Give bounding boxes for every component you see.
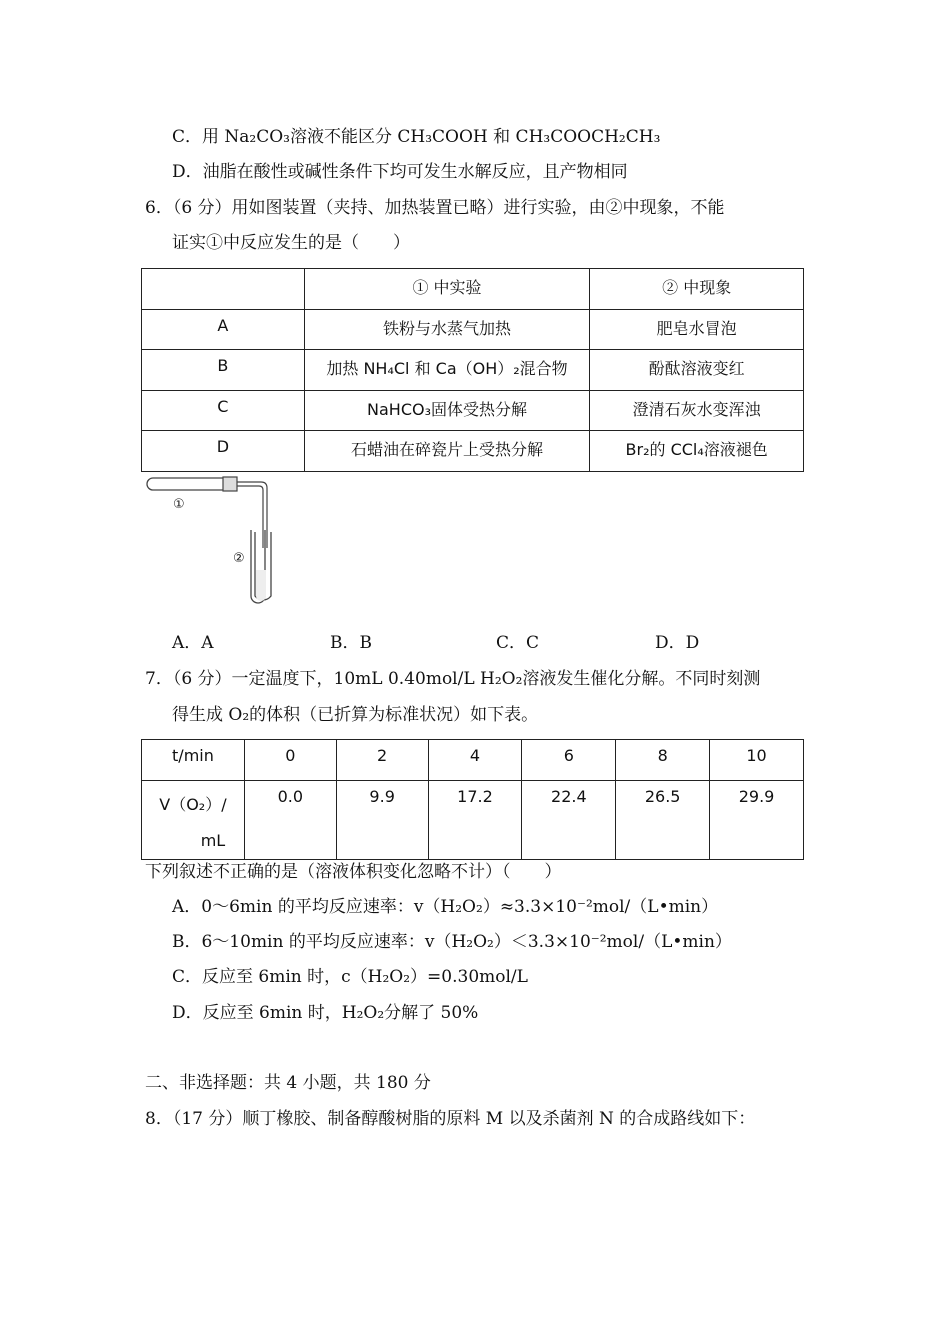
time-cell: 10 — [710, 740, 804, 781]
phenomenon-cell: Br₂的 CCl₄溶液褪色 — [590, 431, 804, 472]
volume-cell: 22.4 — [522, 781, 616, 860]
liquid — [256, 570, 266, 601]
table-header-row — [142, 269, 804, 310]
row-label: D — [142, 431, 305, 472]
row-label: A — [142, 309, 305, 350]
q6-stem-line1: 6．（6 分）用如图装置（夹持、加热装置已略）进行实验，由②中现象，不能 — [145, 198, 725, 218]
time-cell: 6 — [522, 740, 616, 781]
volume-cell: 9.9 — [336, 781, 428, 860]
volume-cell: 17.2 — [428, 781, 522, 860]
q6-stem-line2: 证实①中反应发生的是（ ） — [172, 233, 410, 253]
experiment-cell: 加热 NH₄Cl 和 Ca（OH）₂混合物 — [304, 350, 590, 391]
table-row — [142, 431, 804, 472]
phenomenon-cell: 肥皂水冒泡 — [590, 309, 804, 350]
table-row-volume — [142, 781, 804, 860]
q7-table — [141, 739, 804, 860]
q7-stem-line1: 7．（6 分）一定温度下，10mL 0.40mol/L H₂O₂溶液发生催化分解。不同时刻测 — [145, 669, 761, 689]
q5-option-c: C．用 Na₂CO₃溶液不能区分 CH₃COOH 和 CH₃COOCH₂CH₃ — [172, 127, 661, 147]
table-row-time — [142, 740, 804, 781]
q6-option-d: D．D — [655, 633, 700, 653]
volume-cell: 29.9 — [710, 781, 804, 860]
q7-option-a: A．0～6min 的平均反应速率：v（H₂O₂）≈3.3×10⁻²mol/（L•min） — [172, 897, 719, 917]
test-tube-1 — [147, 478, 223, 490]
experiment-cell: 石蜡油在碎瓷片上受热分解 — [304, 431, 590, 472]
q7-option-b: B．6～10min 的平均反应速率：v（H₂O₂）＜3.3×10⁻²mol/（L•min） — [172, 932, 732, 952]
row-label: C — [142, 390, 305, 431]
row-label-time: t/min — [142, 740, 245, 781]
section-title: 二、非选择题：共 4 小题，共 180 分 — [145, 1073, 431, 1093]
volume-label-top: V（O₂）/ — [159, 795, 227, 814]
time-cell: 8 — [616, 740, 710, 781]
label-1: ① — [173, 497, 185, 512]
q6-option-a: A．A — [172, 633, 214, 653]
header-cell-phenomenon: ② 中现象 — [590, 269, 804, 310]
delivery-tube — [237, 482, 267, 548]
volume-cell: 26.5 — [616, 781, 710, 860]
q5-option-d: D．油脂在酸性或碱性条件下均可发生水解反应，且产物相同 — [172, 162, 628, 182]
table-row — [142, 309, 804, 350]
q6-option-c: C．C — [496, 633, 540, 653]
q8-stem: 8．（17 分）顺丁橡胶、制备醇酸树脂的原料 M 以及杀菌剂 N 的合成路线如下： — [145, 1109, 756, 1129]
header-cell-experiment: ① 中实验 — [304, 269, 590, 310]
row-label: B — [142, 350, 305, 391]
q7-question: 下列叙述不正确的是（溶液体积变化忽略不计）（ ） — [145, 862, 562, 882]
table-row — [142, 390, 804, 431]
test-tube-apparatus-figure — [141, 470, 281, 610]
phenomenon-cell: 酚酞溶液变红 — [590, 350, 804, 391]
row-label-volume — [142, 781, 245, 860]
q6-table — [141, 268, 804, 472]
table-row — [142, 350, 804, 391]
q7-option-d: D．反应至 6min 时，H₂O₂分解了 50% — [172, 1003, 479, 1023]
stopper — [223, 477, 237, 491]
volume-cell: 0.0 — [244, 781, 336, 860]
header-cell — [142, 269, 305, 310]
experiment-cell: 铁粉与水蒸气加热 — [304, 309, 590, 350]
q6-option-b: B．B — [330, 633, 372, 653]
time-cell: 0 — [244, 740, 336, 781]
experiment-cell: NaHCO₃固体受热分解 — [304, 390, 590, 431]
q7-option-c: C．反应至 6min 时，c（H₂O₂）=0.30mol/L — [172, 967, 528, 987]
volume-label-unit: mL — [200, 831, 226, 850]
phenomenon-cell: 澄清石灰水变浑浊 — [590, 390, 804, 431]
label-2: ② — [233, 551, 245, 566]
time-cell: 2 — [336, 740, 428, 781]
q7-stem-line2: 得生成 O₂的体积（已折算为标准状况）如下表。 — [172, 705, 539, 725]
time-cell: 4 — [428, 740, 522, 781]
